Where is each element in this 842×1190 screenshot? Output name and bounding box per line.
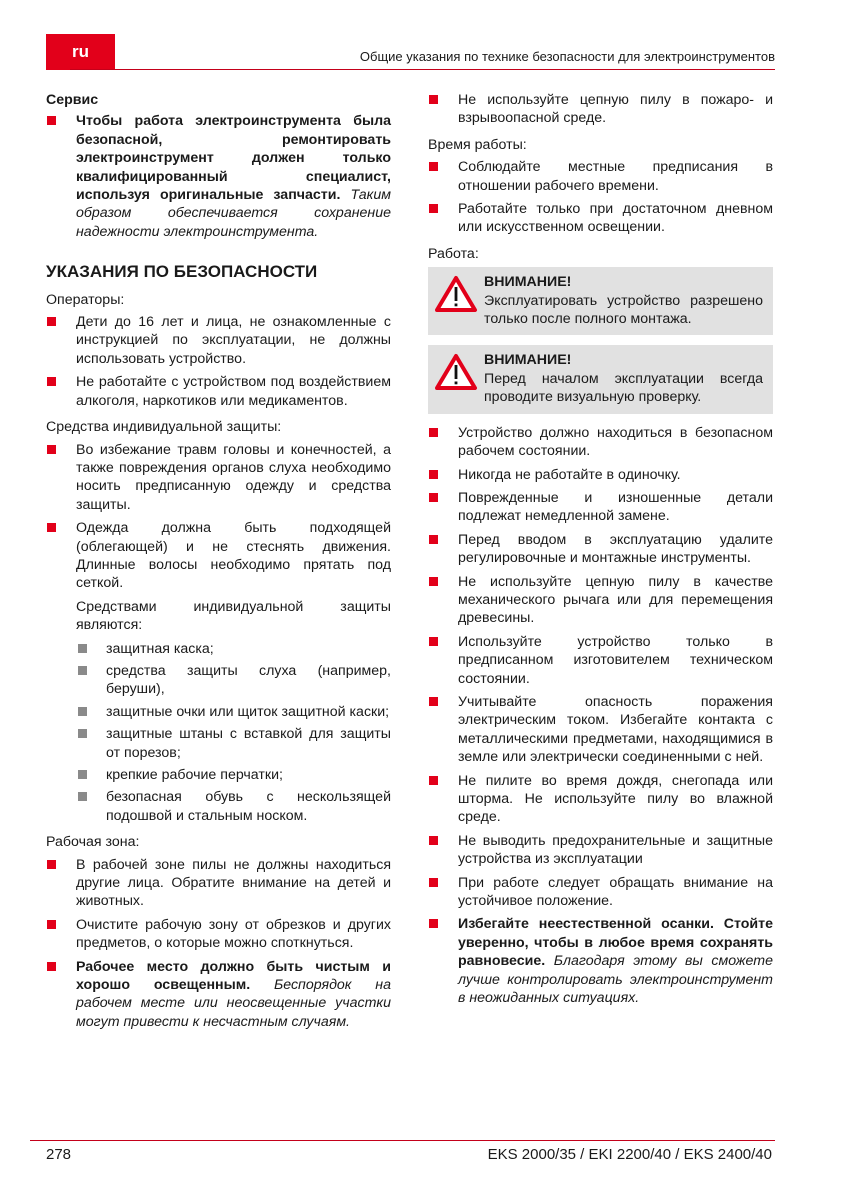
list-item: Учитывайте опасность поражения электрическим током. Избегайте контакта с металлическими предметами, находящимися в земле или электрически соединенными с ней.: [428, 693, 773, 767]
page-number: 278: [46, 1146, 72, 1163]
sub-list-item: защитная каска;: [46, 640, 391, 658]
page-header-title: Общие указания по технике безопасности для электроинструментов: [359, 49, 775, 64]
ppe-label: Средства индивидуальной защиты:: [46, 419, 282, 436]
sub-list-item: безопасная обувь с нескользящей подошвой и стальным носком.: [46, 788, 391, 825]
list-item: Никогда не работайте в одиночку.: [428, 466, 773, 484]
warning-triangle-icon: [434, 353, 478, 391]
list-item: Устройство должно находиться в безопасном рабочем состоянии.: [428, 424, 773, 461]
list-item: Используйте устройство только в предписанном изготовителем техническом состоянии.: [428, 633, 773, 688]
list-item: Соблюдайте местные предписания в отношении рабочего времени.: [428, 158, 773, 195]
ppe-sub-label: Средствами индивидуальной защиты являются:: [76, 598, 391, 634]
list-item: Рабочее место должно быть чистым и хорошо освещенным. Беспорядок на рабочем месте или неосвещенные участки могут привести к несчастным случаям.: [46, 958, 391, 1032]
workzone-label: Рабочая зона:: [46, 834, 140, 851]
list-item: Одежда должна быть подходящей (облегающей) и не стеснять движения. Длинные волосы необходимо прятать под сеткой.: [46, 519, 391, 593]
list-item: При работе следует обращать внимание на устойчивое положение.: [428, 874, 773, 911]
sub-list-item: защитные очки или щиток защитной каски;: [46, 703, 391, 721]
warning-triangle-icon: [434, 275, 478, 313]
sub-list-item: крепкие рабочие перчатки;: [46, 766, 391, 784]
warning-box: [428, 267, 773, 335]
warning-title: ВНИМАНИЕ!: [484, 352, 572, 369]
operators-list: [46, 313, 391, 410]
list-item: Не работайте с устройством под воздействием алкоголя, наркотиков или медикаментов.: [46, 373, 391, 410]
list-item: Не пилите во время дождя, снегопада или шторма. Не используйте пилу во влажной среде.: [428, 772, 773, 827]
work-list: [428, 424, 773, 1008]
warning-title: ВНИМАНИЕ!: [484, 274, 572, 291]
warning-box: [428, 345, 773, 413]
ppe-list: [46, 441, 391, 593]
footer-divider: [30, 1140, 775, 1141]
model-numbers: EKS 2000/35 / EKI 2200/40 / EKS 2400/40: [487, 1146, 772, 1163]
service-list: [46, 112, 391, 241]
list-item: Перед вводом в эксплуатацию удалите регулировочные и монтажные инструменты.: [428, 531, 773, 568]
list-item: Дети до 16 лет и лица, не ознакомленные с инструкцией по эксплуатации, не должны использовать устройство.: [46, 313, 391, 368]
list-item: Не используйте цепную пилу в качестве механического рычага или для перемещения древесины.: [428, 573, 773, 628]
service-heading: Сервис: [46, 92, 99, 108]
list-item: Не выводить предохранительные и защитные устройства из эксплуатации: [428, 832, 773, 869]
worktime-list: [428, 158, 773, 237]
right-column: [428, 91, 773, 1012]
list-item: Избегайте неестественной осанки. Стойте уверенно, чтобы в любое время сохранять равновесие. Благодаря этому вы сможете лучше контролировать электроинструмент в неожиданных ситуациях.: [428, 915, 773, 1007]
ppe-sub-list: [46, 640, 391, 826]
language-tab: [46, 34, 115, 70]
list-item: Поврежденные и изношенные детали подлежат немедленной замене.: [428, 489, 773, 526]
list-item: Не используйте цепную пилу в пожаро- и взрывоопасной среде.: [428, 91, 773, 128]
sub-list-item: защитные штаны с вставкой для защиты от порезов;: [46, 725, 391, 762]
list-item: В рабочей зоне пилы не должны находиться другие лица. Обратите внимание на детей и животных.: [46, 856, 391, 911]
sub-list-item: средства защиты слуха (например, беруши),: [46, 662, 391, 699]
header-divider: [70, 69, 775, 70]
worktime-label: Время работы:: [428, 136, 527, 153]
work-label: Работа:: [428, 245, 479, 262]
warning-text: Перед началом эксплуатации всегда проводите визуальную проверку.: [484, 370, 763, 406]
operators-label: Операторы:: [46, 291, 125, 308]
workzone-list: [46, 856, 391, 1032]
list-item: Работайте только при достаточном дневном или искусственном освещении.: [428, 200, 773, 237]
language-code: ru: [72, 42, 89, 61]
safety-instructions-heading: УКАЗАНИЯ ПО БЕЗОПАСНОСТИ: [46, 262, 318, 282]
environment-list: [428, 91, 773, 128]
warning-text: Эксплуатировать устройство разрешено только после полного монтажа.: [484, 292, 763, 328]
list-item: Очистите рабочую зону от обрезков и других предметов, о которые можно споткнуться.: [46, 916, 391, 953]
left-column: [46, 91, 391, 1036]
list-item: Чтобы работа электроинструмента была безопасной, ремонтировать электроинструмент должен только квалифицированный специалист, используя оригинальные запчасти. Таким образом обеспечивается сохранение надежности электроинструмента.: [46, 112, 391, 241]
list-item: Во избежание травм головы и конечностей, а также повреждения органов слуха необходимо носить предписанную одежду и средства защиты.: [46, 441, 391, 515]
